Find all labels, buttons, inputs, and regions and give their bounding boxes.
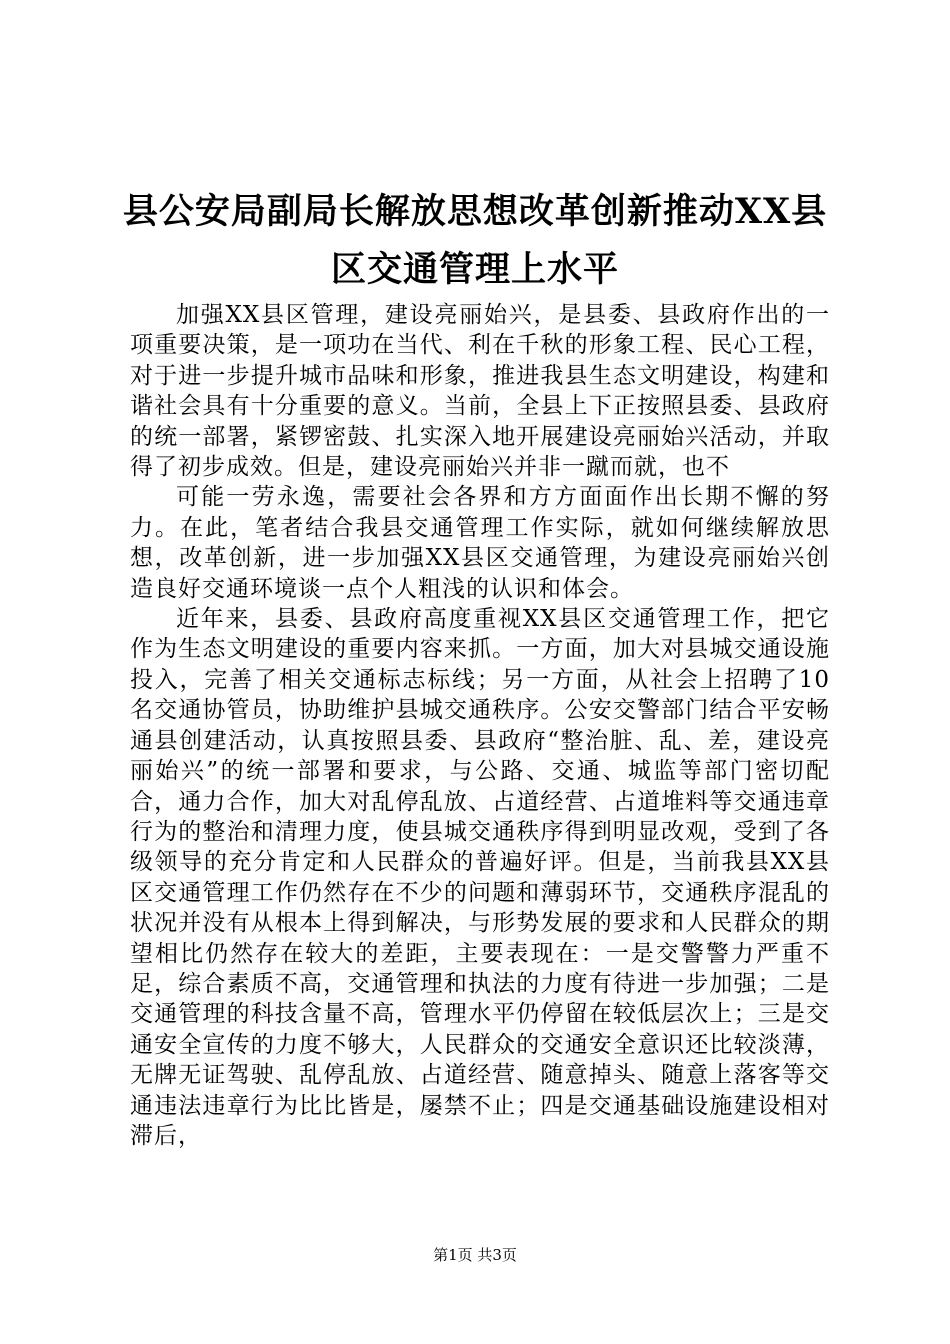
page-footer: 第1页 共3页 xyxy=(433,1246,517,1264)
document-title-line-1: 县公安局副局长解放思想改革创新推动XX县 xyxy=(122,191,828,232)
body-paragraph: 加强XX县区管理，建设亮丽始兴，是县委、县政府作出的一项重要决策，是一项功在当代、利在千秋的形象工程、民心工程，对于进一步提升城市品味和形象，推进我县生态文明建设，构建和谐社会具有十分重要的意义。当前，全县上下正按照县委、县政府的统一部署，紧锣密鼓、扎实深入地开展建设亮丽始兴活动，并取得了初步成效。但是，建设亮丽始兴并非一蹴而就，也不 xyxy=(130,302,830,481)
body-paragraph: 可能一劳永逸，需要社会各界和方方面面作出长期不懈的努力。在此，笔者结合我县交通管理工作实际，就如何继续解放思想，改革创新，进一步加强XX县区交通管理，为建设亮丽始兴创造良好交通环境谈一点个人粗浅的认识和体会。 xyxy=(130,484,830,602)
document-title-line-2: 区交通管理上水平 xyxy=(330,249,619,290)
document-body xyxy=(130,300,830,1151)
body-paragraph: 近年来，县委、县政府高度重视XX县区交通管理工作，把它作为生态文明建设的重要内容来抓。一方面，加大对县城交通设施投入，完善了相关交通标志标线；另一方面，从社会上招聘了10名交通协管员，协助维护县城交通秩序。公安交警部门结合平安畅通县创建活动，认真按照县委、县政府“整治脏、乱、差，建设亮丽始兴”的统一部署和要求，与公路、交通、城监等部门密切配合，通力合作，加大对乱停乱放、占道经营、占道堆料等交通违章行为的整治和清理力度，使县城交通秩序得到明显改观，受到了各级领导的充分肯定和人民群众的普遍好评。但是，当前我县XX县区交通管理工作仍然存在不少的问题和薄弱环节，交通秩序混乱的状况并没有从根本上得到解决，与形势发展的要求和人民群众的期望相比仍然存在较大的差距，主要表现在：一是交警警力严重不足，综合素质不高，交通管理和执法的力度有待进一步加强；二是交通管理的科技含量不高，管理水平仍停留在较低层次上；三是交通安全宣传的力度不够大，人民群众的交通安全意识还比较淡薄，无牌无证驾驶、乱停乱放、占道经营、随意掉头、随意上落客等交通违法违章行为比比皆是，屡禁不止；四是交通基础设施建设相对滞后， xyxy=(130,606,830,1149)
